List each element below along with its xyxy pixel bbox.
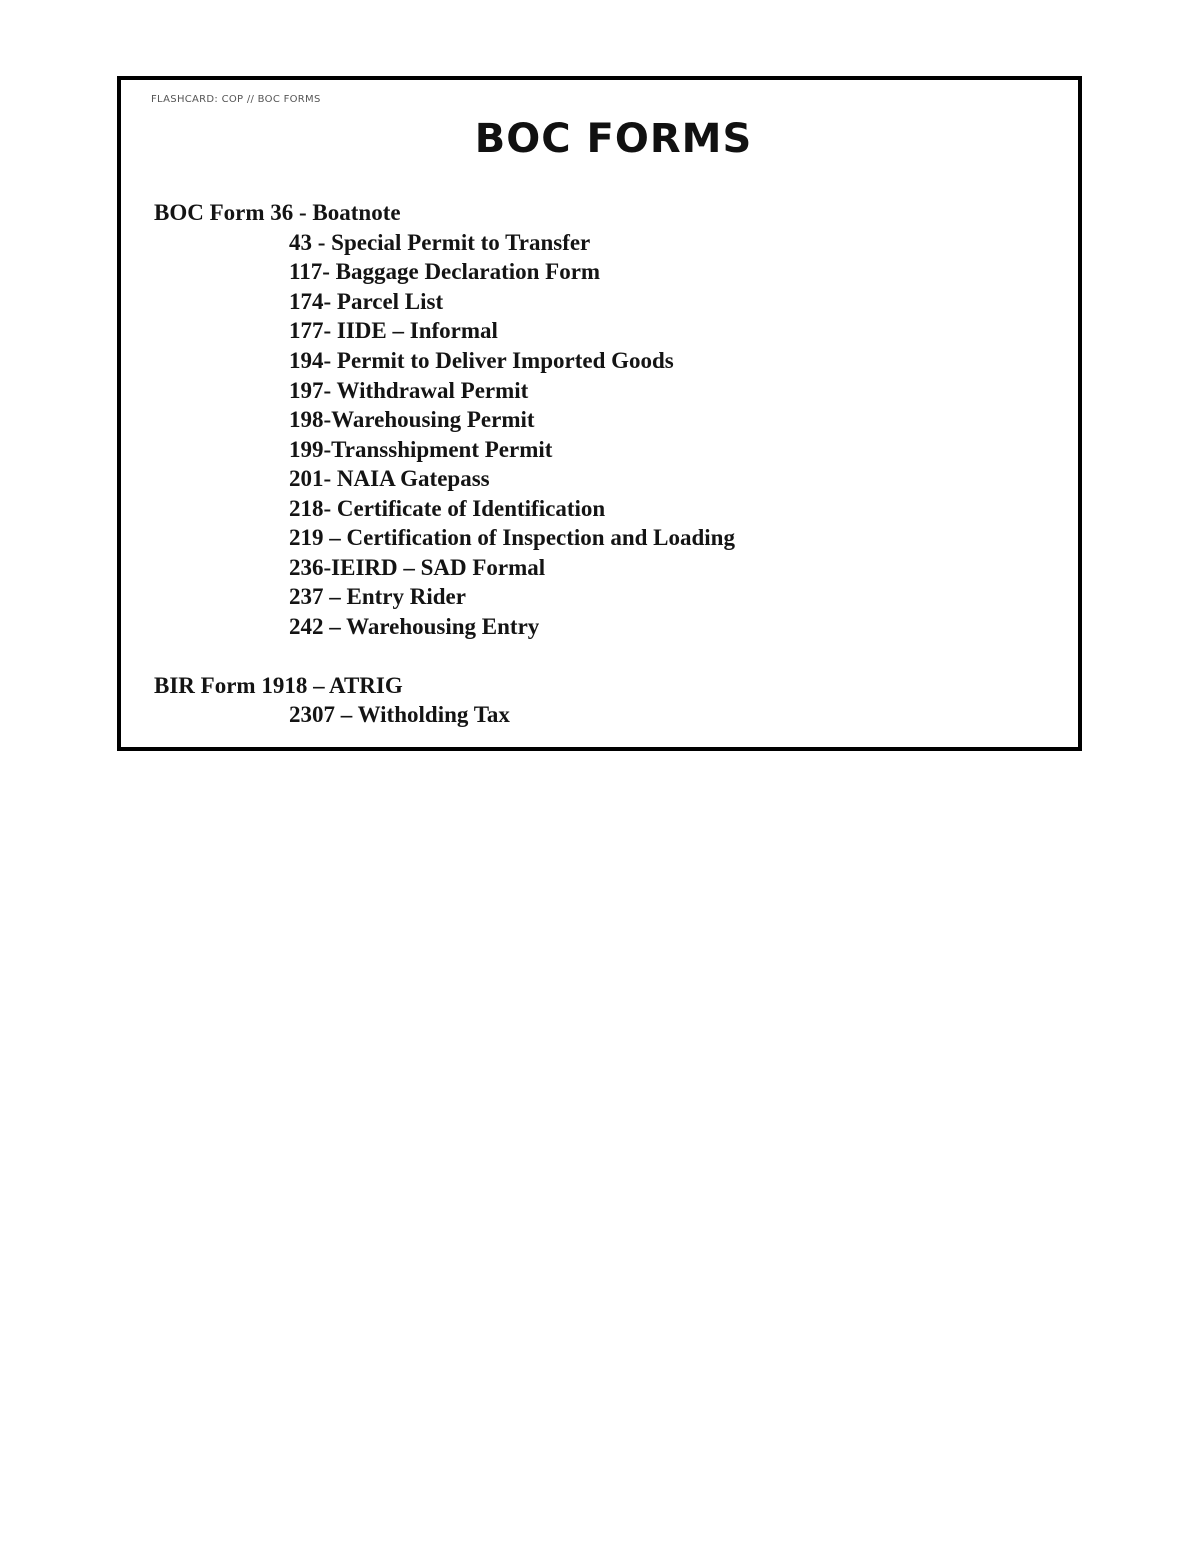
- page-title: BOC FORMS: [474, 116, 753, 162]
- list-item: 117- Baggage Declaration Form: [289, 259, 601, 284]
- list-item: 174- Parcel List: [289, 289, 444, 314]
- list-item: 219 – Certification of Inspection and Loading: [289, 525, 735, 550]
- flashcard-caption: FLASHCARD: COP // BOC FORMS: [151, 94, 321, 105]
- list-item: 43 - Special Permit to Transfer: [289, 230, 591, 255]
- boc-form-heading: BOC Form 36 - Boatnote: [154, 200, 401, 225]
- list-item: 194- Permit to Deliver Imported Goods: [289, 348, 674, 373]
- list-item: 218- Certificate of Identification: [289, 496, 606, 521]
- list-item: 236-IEIRD – SAD Formal: [289, 555, 546, 580]
- list-item: 199-Transshipment Permit: [289, 437, 553, 462]
- list-item: 2307 – Witholding Tax: [289, 702, 510, 727]
- flashcard: [117, 76, 1082, 751]
- list-item: 237 – Entry Rider: [289, 584, 466, 609]
- list-item: 242 – Warehousing Entry: [289, 614, 540, 639]
- list-item: 177- IIDE – Informal: [289, 318, 498, 343]
- list-item: 201- NAIA Gatepass: [289, 466, 490, 491]
- bir-form-heading: BIR Form 1918 – ATRIG: [154, 673, 403, 698]
- list-item: 197- Withdrawal Permit: [289, 378, 529, 403]
- list-item: 198-Warehousing Permit: [289, 407, 535, 432]
